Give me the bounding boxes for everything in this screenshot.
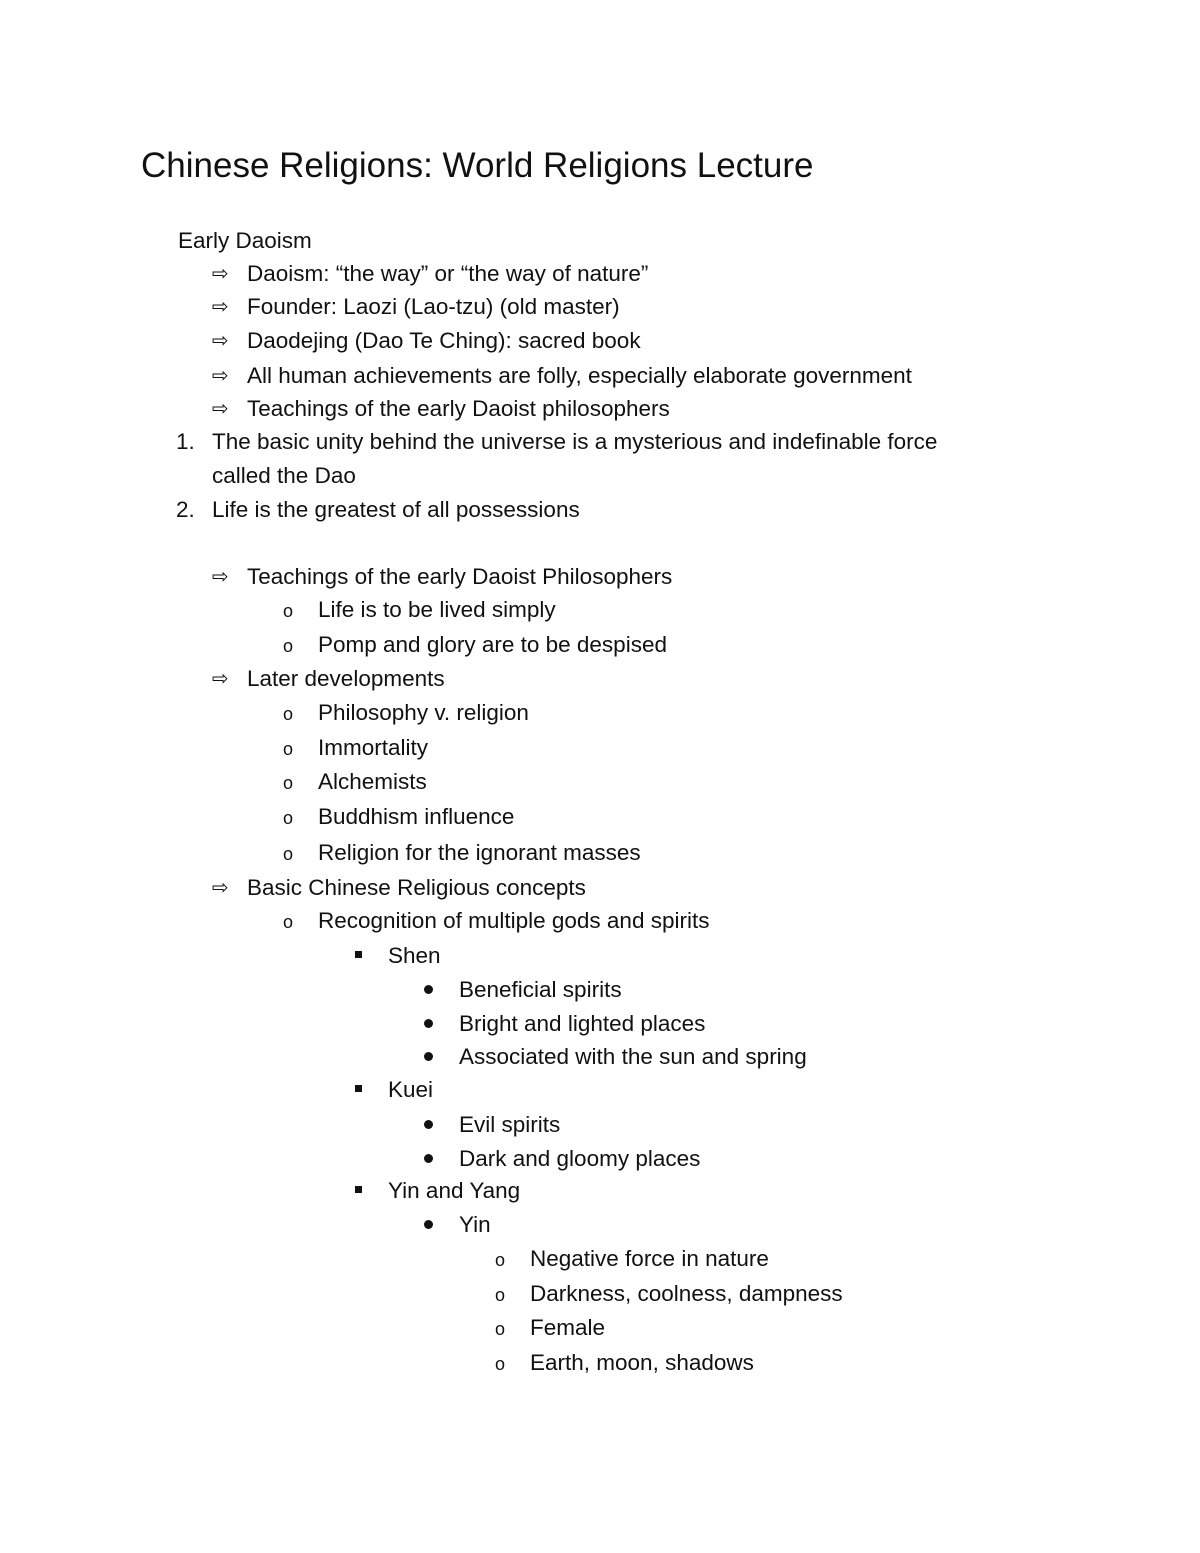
arrow-bullet-icon: ⇨ (212, 296, 229, 318)
dot-bullet-icon (424, 1052, 433, 1061)
section-subheading: Basic Chinese Religious concepts (247, 875, 586, 900)
circle-bullet-icon: o (283, 912, 294, 932)
square-bullet-icon (355, 1085, 362, 1092)
list-item: Founder: Laozi (Lao-tzu) (old master) (247, 294, 620, 319)
circle-bullet-icon: o (495, 1354, 506, 1374)
circle-bullet-icon: o (283, 808, 294, 828)
arrow-bullet-icon: ⇨ (212, 877, 229, 899)
section-subheading: Teachings of the early Daoist Philosophers (247, 564, 673, 589)
section-heading: Early Daoism (178, 228, 312, 253)
list-item: Teachings of the early Daoist philosophers (247, 396, 670, 421)
square-bullet-icon (355, 951, 362, 958)
arrow-bullet-icon: ⇨ (212, 566, 229, 588)
list-item: Associated with the sun and spring (459, 1044, 807, 1069)
circle-bullet-icon: o (283, 739, 294, 759)
circle-bullet-icon: o (495, 1319, 506, 1339)
list-item: Alchemists (318, 769, 427, 794)
circle-bullet-icon: o (495, 1285, 506, 1305)
dot-bullet-icon (424, 985, 433, 994)
numbered-item-text: called the Dao (212, 463, 356, 488)
dot-bullet-icon (424, 1220, 433, 1229)
arrow-bullet-icon: ⇨ (212, 398, 229, 420)
square-bullet-icon (355, 1186, 362, 1193)
concept-label: Kuei (388, 1077, 434, 1102)
concept-label: Yin (459, 1212, 491, 1237)
list-item: Life is to be lived simply (318, 597, 556, 622)
list-item: Evil spirits (459, 1112, 561, 1137)
list-item: All human achievements are folly, especially elaborate government (247, 363, 912, 388)
concept-label: Shen (388, 943, 441, 968)
circle-bullet-icon: o (283, 636, 294, 656)
numbered-item-text: The basic unity behind the universe is a mysterious and indefinable force (212, 429, 938, 454)
list-item: Beneficial spirits (459, 977, 622, 1002)
list-item: Bright and lighted places (459, 1011, 706, 1036)
arrow-bullet-icon: ⇨ (212, 365, 229, 387)
arrow-bullet-icon: ⇨ (212, 263, 229, 285)
list-item: Earth, moon, shadows (530, 1350, 754, 1375)
circle-bullet-icon: o (495, 1250, 506, 1270)
list-item: Buddhism influence (318, 804, 515, 829)
list-item: Daodejing (Dao Te Ching): sacred book (247, 328, 641, 353)
dot-bullet-icon (424, 1019, 433, 1028)
circle-bullet-icon: o (283, 844, 294, 864)
list-number: 1. (176, 429, 195, 454)
list-item: Female (530, 1315, 606, 1340)
dot-bullet-icon (424, 1154, 433, 1163)
list-number: 2. (176, 497, 195, 522)
list-item: Dark and gloomy places (459, 1146, 701, 1171)
list-item: Pomp and glory are to be despised (318, 632, 667, 657)
circle-bullet-icon: o (283, 773, 294, 793)
list-item: Daoism: “the way” or “the way of nature” (247, 261, 649, 286)
arrow-bullet-icon: ⇨ (212, 330, 229, 352)
arrow-bullet-icon: ⇨ (212, 668, 229, 690)
list-item: Negative force in nature (530, 1246, 769, 1271)
circle-bullet-icon: o (283, 601, 294, 621)
list-item: Recognition of multiple gods and spirits (318, 908, 710, 933)
section-subheading: Later developments (247, 666, 445, 691)
list-item: Philosophy v. religion (318, 700, 529, 725)
numbered-item-text: Life is the greatest of all possessions (212, 497, 580, 522)
page-title: Chinese Religions: World Religions Lecture (141, 146, 814, 185)
concept-label: Yin and Yang (388, 1178, 521, 1203)
list-item: Immortality (318, 735, 429, 760)
dot-bullet-icon (424, 1120, 433, 1129)
circle-bullet-icon: o (283, 704, 294, 724)
list-item: Darkness, coolness, dampness (530, 1281, 843, 1306)
list-item: Religion for the ignorant masses (318, 840, 641, 865)
